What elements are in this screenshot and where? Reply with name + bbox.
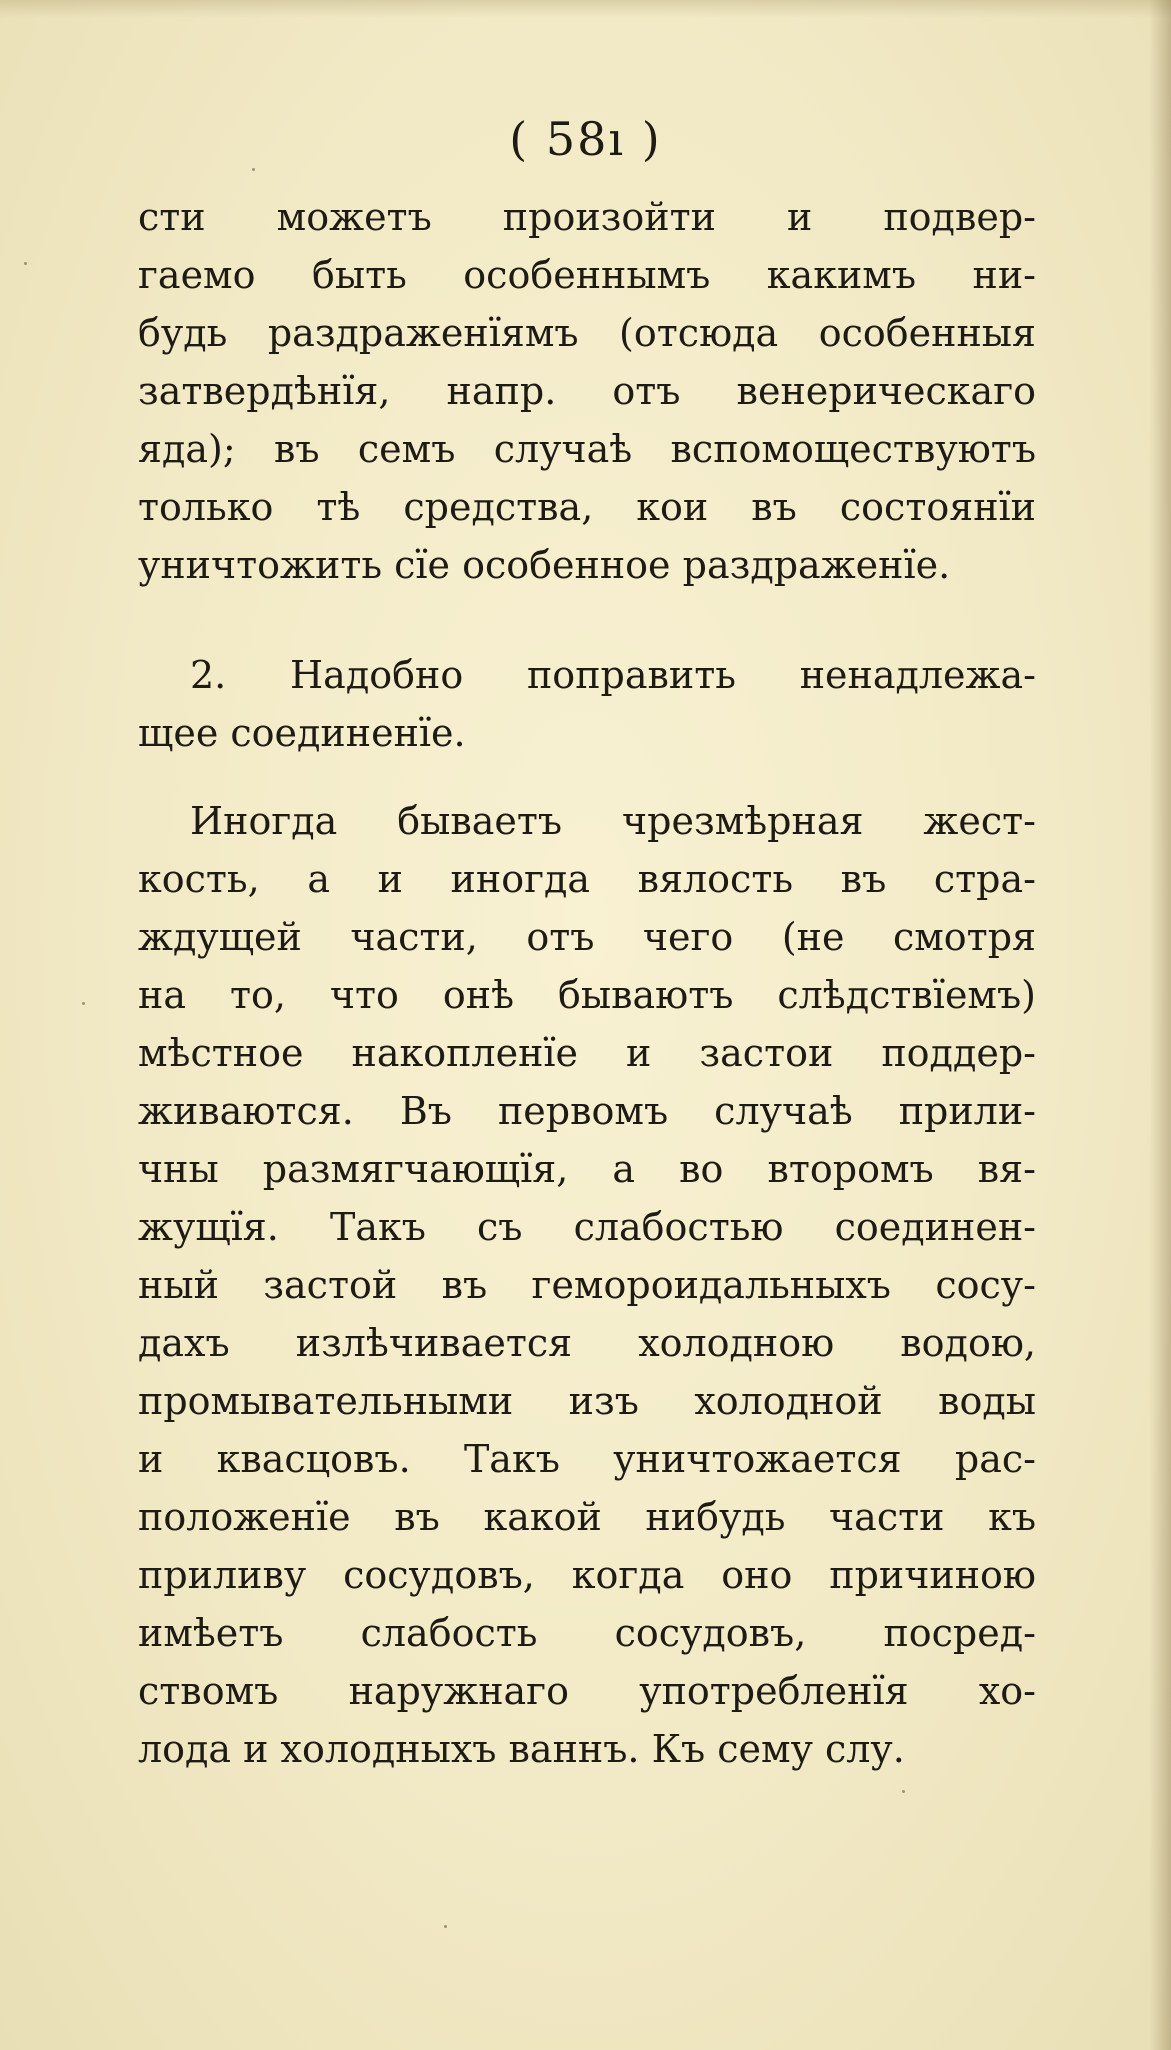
text-line: только тѣ средства, кои въ состоянїи: [138, 485, 1036, 529]
text-line: чны размягчающїя, а во второмъ вя-: [138, 1147, 1036, 1191]
paper-speck: [902, 1790, 905, 1793]
text-line: и квасцовъ. Такъ уничтожается рас-: [138, 1437, 1036, 1481]
text-line: на то, что онѣ бываютъ слѣдствїемъ): [138, 973, 1036, 1017]
paragraph-3: [138, 792, 1036, 1778]
paper-speck: [252, 168, 255, 171]
paragraph-2: [138, 646, 1036, 762]
text-line: ствомъ наружнаго употребленїя хо-: [138, 1669, 1036, 1713]
text-line: 2. Надобно поправить ненадлежа-: [190, 653, 1036, 697]
text-line: живаются. Въ первомъ случаѣ прили-: [138, 1089, 1036, 1133]
paper-speck: [444, 1925, 447, 1928]
page-right-shadow: [1149, 0, 1171, 2050]
text-line: кость, а и иногда вялость въ стра-: [138, 857, 1036, 901]
text-line: мѣстное накопленїе и застои поддер-: [138, 1031, 1036, 1075]
text-line: лода и холодныхъ ваннъ. Къ сему слу.: [138, 1727, 905, 1771]
text-line: ный застой въ гемороидальныхъ сосу-: [138, 1263, 1036, 1307]
text-line: Иногда бываетъ чрезмѣрная жест-: [190, 799, 1036, 843]
paper-speck: [24, 262, 27, 265]
text-line: уничтожить сїе особенное раздраженїе.: [138, 543, 951, 587]
text-line: ждущей части, отъ чего (не смотря: [138, 915, 1036, 959]
paragraph-1: [138, 188, 1036, 594]
text-line: положенїе въ какой нибудь части къ: [138, 1495, 1036, 1539]
text-line: яда); въ семъ случаѣ вспомоществуютъ: [138, 427, 1036, 471]
page-top-shadow: [0, 0, 1171, 18]
page-number: ( 58ı ): [509, 112, 662, 166]
text-line: имѣетъ слабость сосудовъ, посред-: [138, 1611, 1036, 1655]
text-line: приливу сосудовъ, когда оно причиною: [138, 1553, 1036, 1597]
paper-speck: [82, 1002, 85, 1005]
text-line: дахъ излѣчивается холодною водою,: [138, 1321, 1036, 1365]
text-line: будь раздраженїямъ (отсюда особенныя: [138, 311, 1036, 355]
text-line: щее соединенїе.: [138, 711, 466, 755]
text-line: промывательными изъ холодной воды: [138, 1379, 1036, 1423]
text-line: жущїя. Такъ съ слабостью соединен-: [138, 1205, 1036, 1249]
text-line: сти можетъ произойти и подвер-: [138, 195, 1036, 239]
text-line: затвердѣнїя, напр. отъ венерическаго: [138, 369, 1036, 413]
text-line: гаемо быть особеннымъ какимъ ни-: [138, 253, 1036, 297]
